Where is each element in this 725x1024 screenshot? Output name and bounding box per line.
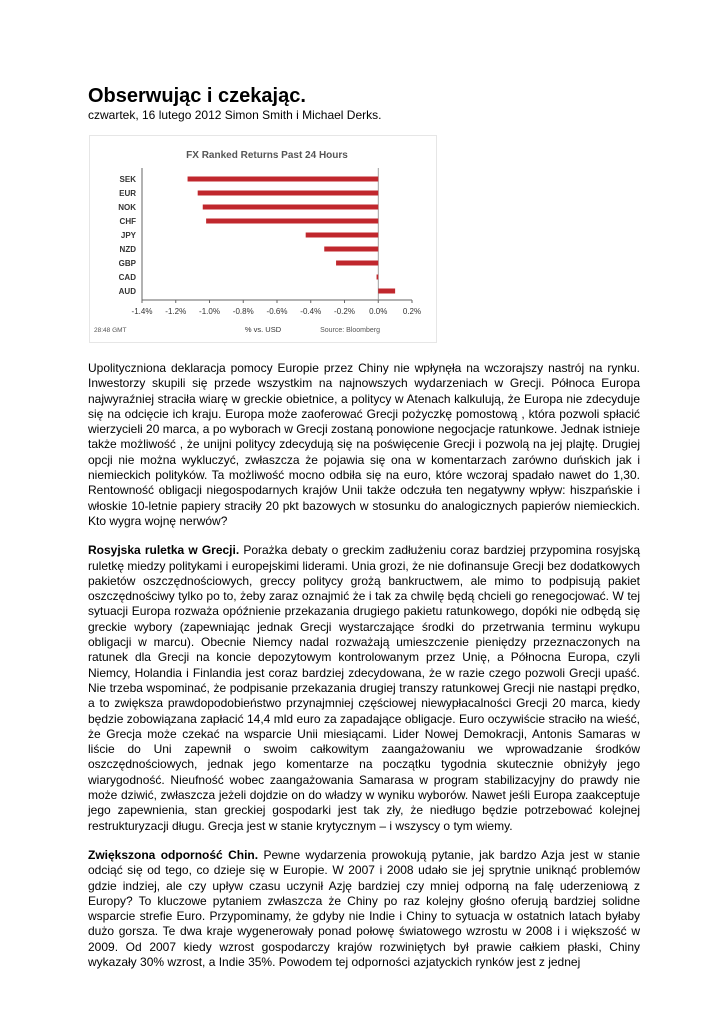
category-label: NZD	[119, 245, 136, 254]
paragraph-greece	[88, 543, 640, 834]
chart-title: FX Ranked Returns Past 24 Hours	[186, 150, 348, 161]
bar-eur	[198, 191, 379, 196]
bar-sek	[188, 177, 379, 182]
bar-chf	[206, 219, 378, 224]
paragraph-text: Upolityczniona deklaracja pomocy Europie przez Chiny nie wpłynęła na wczorajszy nastrój na rynku. Inwestorzy skupili się przede wszystkim na najnowszych wydarzeniach w Grecji. Północa Europa najwyraźniej straciła wiarę w greckie obietnice, a politycy w Atenach kalkulują, że Europa nie zdecyduje się na odcięcie ich kraju. Europa może zaoferować Grecji pożyczkę pomostową , która pozwoli spłacić wierzycieli 20 marca, a po wyborach w Grecji zostaną ponowione negocjacje ratunkowe. Jednak istnieje także możliwość , że unijni politycy zdecydują się na poświęcenie Grecji i pozwolą na jej plajtę. Drugiej opcji nie można wykluczyć, zwłaszcza że pojawia się ona w komentarzach zarówno duńskich jak i niemieckich polityków. Ta możliwość mocno odbiła się na euro, które wczoraj spadało nawet do 1,30. Rentowność obligacji niegospodarnych krajów Unii także odczuła ten negatywny wpływ: hiszpańskie i włoskie 10-letnie papiery straciły 20 pkt bazowych w stosunku do analogicznych papierów niemieckich. Kto wygra wojnę nerwów?	[88, 361, 640, 528]
x-tick-label: -1.4%	[131, 307, 153, 316]
paragraph-china	[88, 848, 640, 970]
paragraph-text: Pewne wydarzenia prowokują pytanie, jak bardzo Azja jest w stanie odciąć się od tego, co dzieje się w Europie. W 2007 i 2008 udało sie jej sprytnie uniknąć problemów gdzie indziej, ale czy upływ czasu uczynił Azję bardziej czy mniej odporną na falę uderzeniową z Europy? To kluczowe pytaniem zwłaszcza że Chiny po raz kolejny głośno oferują bardziej solidne wsparcie strefie Euro. Przypominamy, że gdyby nie Indie i Chiny to sytuacja w ostatnich latach byłaby dużo gorsza. Te dwa kraje wygenerowały ponad połowę światowego wzrostu w 2008 i i większość w 2009. Od 2007 kiedy wzrost gospodarczy krajów rozwiniętych był prawie całkiem płaski, Chiny wykazały 30% wzrost, a Indie 35%. Powodem tej odporności azjatyckich rynków jest z jednej	[88, 847, 641, 969]
bar-gbp	[336, 261, 378, 266]
x-tick-label: -0.6%	[266, 307, 288, 316]
chart-source: Source: Bloomberg	[320, 327, 380, 334]
paragraph-intro	[88, 361, 640, 529]
x-tick-label: 0.2%	[402, 307, 422, 316]
category-label: CAD	[118, 273, 136, 282]
x-tick-label: 0.0%	[369, 307, 388, 316]
category-label: JPY	[120, 231, 136, 240]
paragraph-lead: Rosyjska ruletka w Grecji.	[88, 543, 240, 558]
x-tick-label: -0.4%	[300, 307, 322, 316]
x-tick-label: -0.8%	[232, 307, 254, 316]
x-tick-label: -0.2%	[334, 307, 355, 316]
category-label: NOK	[118, 203, 136, 212]
fx-returns-chart	[89, 135, 437, 343]
paragraph-lead: Zwiększona odporność Chin.	[88, 847, 259, 862]
chart-canvas	[90, 136, 436, 342]
bar-jpy	[306, 233, 379, 238]
category-label: AUD	[118, 287, 136, 296]
article-title: Obserwując i czekając.	[88, 85, 306, 107]
category-label: GBP	[118, 259, 136, 268]
x-tick-label: -1.2%	[165, 307, 187, 316]
document-page	[88, 84, 640, 984]
category-label: CHF	[119, 217, 136, 226]
bar-aud	[378, 289, 395, 294]
bar-nzd	[324, 247, 378, 252]
bar-nok	[203, 205, 379, 210]
chart-timestamp: 28:48 GMT	[94, 327, 127, 334]
article-byline: czwartek, 16 lutego 2012 Simon Smith i Michael Derks.	[88, 108, 382, 122]
x-tick-label: -1.0%	[199, 307, 220, 316]
category-label: EUR	[119, 189, 136, 198]
paragraph-text: Porażka debaty o greckim zadłużeniu coraz bardziej przypomina rosyjską ruletkę miedzy politykami i europejskimi liderami. Unia grozi, że nie dofinansuje Grecji bez dodatkowych pakietów oszczędnościowych, greccy politycy grożą bankructwem, ale mimo to podpisują pakiet oszczędnościwy tylko po to, żeby zaraz oznajmić że i tak za chwilę będą chcieli go renegocjować. W tej sytuacji Europa rozważa opóźnienie przekazania drugiego pakietu ratunkowego, dopóki nie odbędą się greckie wybory (zapewniając jednak Grecji wystarczające środki do przetrwania terminu wykupu obligacji w marcu). Obecnie Niemcy nadal rozważają umieszczenie pieniędzy przeznaczonych na ratunek dla Grecji na koncie depozytowym kontrolowanym przez Unię, a Północna Europa, czyli Niemcy, Holandia i Finlandia jest coraz bardziej zdecydowana, że w razie czego pozwoli Grecji upaść. Nie trzeba wspominać, że podpisanie przekazania drugiej transzy ratunkowej Grecji nie nastąpi prędko, a to zwiększa prawdopodobieństwo przynajmniej częściowej niewypłacalności Grecji 20 marca, kiedy będzie zobowiązana zapłacić 14,4 mld euro za zapadające obligacje. Euro oczywiście straciło na wieść, że Grecja może czekać na wsparcie Unii miesiącami. Lider Nowej Demokracji, Antonis Samaras w liście do Uni zapewnił o swoim całkowitym zaangażowaniu we wprowadzanie środków oszczędnościowych, jednak jego komentarze na początku tygodnia skutecznie obniżyły jego wiarygodność. Nieufność wobec zaangażowania Samarasa w program stabilizacyjny do prawdy nie może dziwić, zwłaszcza jeżeli dojdzie on do władzy w wyniku wyborów. Nawet jeśli Europa zaakceptuje jego zapewnienia, stan greckiej gospodarki jest tak zły, że niedługo będzie potrzebować kolejnej restrukturyzacji długu. Grecja jest w stanie krytycznym – i wszyscy o tym wiemy.	[88, 543, 641, 833]
bar-cad	[377, 275, 379, 280]
category-label: SEK	[119, 175, 136, 184]
x-axis-label: % vs. USD	[244, 325, 282, 334]
